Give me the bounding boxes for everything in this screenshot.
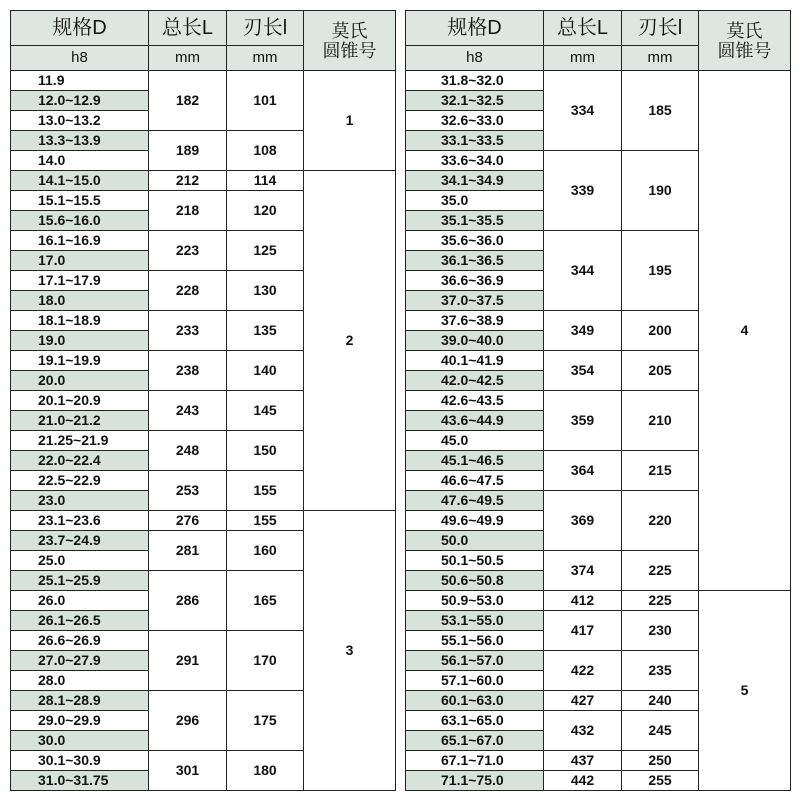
size-cell: 17.0 [11,251,149,271]
spec-table-left [10,10,396,791]
size-cell: 15.6~16.0 [11,211,149,231]
size-cell: 71.1~75.0 [406,771,544,791]
total-length-cell: 291 [149,631,227,691]
size-cell: 40.1~41.9 [406,351,544,371]
morse-taper-cell: 3 [304,511,396,791]
header-spec-tolerance: h8 [406,46,544,71]
size-cell: 36.6~36.9 [406,271,544,291]
header-morse-line2: 圆锥号 [322,40,377,61]
size-cell: 65.1~67.0 [406,731,544,751]
total-length-cell: 301 [149,751,227,791]
total-length-cell: 228 [149,271,227,311]
table-body [406,71,791,791]
size-cell: 37.0~37.5 [406,291,544,311]
size-cell: 35.1~35.5 [406,211,544,231]
size-cell: 18.0 [11,291,149,311]
size-cell: 18.1~18.9 [11,311,149,331]
flute-length-cell: 250 [622,751,699,771]
spec-table-right [405,10,791,791]
morse-taper-cell: 4 [699,71,791,591]
size-cell: 50.9~53.0 [406,591,544,611]
size-cell: 22.5~22.9 [11,471,149,491]
total-length-cell: 243 [149,391,227,431]
flute-length-cell: 245 [622,711,699,751]
flute-length-cell: 215 [622,451,699,491]
table-body [11,71,396,791]
size-cell: 50.0 [406,531,544,551]
size-cell: 14.0 [11,151,149,171]
flute-length-cell: 175 [227,691,304,751]
flute-length-cell: 225 [622,591,699,611]
size-cell: 22.0~22.4 [11,451,149,471]
size-cell: 11.9 [11,71,149,91]
total-length-cell: 417 [544,611,622,651]
header-spec: 规格D [11,11,149,46]
flute-length-cell: 200 [622,311,699,351]
total-length-cell: 253 [149,471,227,511]
size-cell: 47.6~49.5 [406,491,544,511]
total-length-cell: 218 [149,191,227,231]
size-cell: 13.3~13.9 [11,131,149,151]
size-cell: 34.1~34.9 [406,171,544,191]
total-length-cell: 422 [544,651,622,691]
size-cell: 49.6~49.9 [406,511,544,531]
header-total-length-unit: mm [149,46,227,71]
size-cell: 14.1~15.0 [11,171,149,191]
total-length-cell: 223 [149,231,227,271]
total-length-cell: 238 [149,351,227,391]
size-cell: 67.1~71.0 [406,751,544,771]
total-length-cell: 412 [544,591,622,611]
total-length-cell: 296 [149,691,227,751]
flute-length-cell: 114 [227,171,304,191]
header-morse-line1: 莫氏 [726,20,763,41]
total-length-cell: 233 [149,311,227,351]
flute-length-cell: 145 [227,391,304,431]
flute-length-cell: 120 [227,191,304,231]
header-total-length: 总长L [149,11,227,46]
size-cell: 45.0 [406,431,544,451]
size-cell: 39.0~40.0 [406,331,544,351]
total-length-cell: 344 [544,231,622,311]
size-cell: 23.1~23.6 [11,511,149,531]
size-cell: 25.0 [11,551,149,571]
size-cell: 16.1~16.9 [11,231,149,251]
size-cell: 50.6~50.8 [406,571,544,591]
size-cell: 26.0 [11,591,149,611]
header-total-length: 总长L [544,11,622,46]
flute-length-cell: 150 [227,431,304,471]
size-cell: 56.1~57.0 [406,651,544,671]
size-cell: 45.1~46.5 [406,451,544,471]
morse-taper-cell: 2 [304,171,396,511]
size-cell: 15.1~15.5 [11,191,149,211]
size-cell: 35.0 [406,191,544,211]
size-cell: 30.0 [11,731,149,751]
table-row [11,511,396,531]
size-cell: 37.6~38.9 [406,311,544,331]
size-cell: 26.1~26.5 [11,611,149,631]
total-length-cell: 432 [544,711,622,751]
flute-length-cell: 125 [227,231,304,271]
size-cell: 12.0~12.9 [11,91,149,111]
flute-length-cell: 235 [622,651,699,691]
total-length-cell: 349 [544,311,622,351]
header-spec: 规格D [406,11,544,46]
flute-length-cell: 255 [622,771,699,791]
header-flute-length-unit: mm [622,46,699,71]
flute-length-cell: 225 [622,551,699,591]
total-length-cell: 339 [544,151,622,231]
total-length-cell: 354 [544,351,622,391]
morse-taper-cell: 5 [699,591,791,791]
total-length-cell: 374 [544,551,622,591]
size-cell: 28.1~28.9 [11,691,149,711]
header-flute-length: 刃长l [227,11,304,46]
total-length-cell: 182 [149,71,227,131]
size-cell: 33.6~34.0 [406,151,544,171]
table-header [406,11,791,71]
flute-length-cell: 160 [227,531,304,571]
total-length-cell: 364 [544,451,622,491]
size-cell: 19.1~19.9 [11,351,149,371]
flute-length-cell: 240 [622,691,699,711]
total-length-cell: 427 [544,691,622,711]
header-flute-length: 刃长l [622,11,699,46]
table-header [11,11,396,71]
size-cell: 31.8~32.0 [406,71,544,91]
size-cell: 13.0~13.2 [11,111,149,131]
total-length-cell: 212 [149,171,227,191]
size-cell: 33.1~33.5 [406,131,544,151]
flute-length-cell: 140 [227,351,304,391]
total-length-cell: 437 [544,751,622,771]
size-cell: 23.7~24.9 [11,531,149,551]
total-length-cell: 189 [149,131,227,171]
total-length-cell: 369 [544,491,622,551]
flute-length-cell: 130 [227,271,304,311]
size-cell: 28.0 [11,671,149,691]
size-cell: 17.1~17.9 [11,271,149,291]
total-length-cell: 442 [544,771,622,791]
header-morse-taper [304,11,396,71]
size-cell: 60.1~63.0 [406,691,544,711]
flute-length-cell: 210 [622,391,699,451]
flute-length-cell: 190 [622,151,699,231]
table-row [11,171,396,191]
size-cell: 27.0~27.9 [11,651,149,671]
total-length-cell: 286 [149,571,227,631]
flute-length-cell: 101 [227,71,304,131]
size-cell: 19.0 [11,331,149,351]
flute-length-cell: 135 [227,311,304,351]
size-cell: 46.6~47.5 [406,471,544,491]
header-morse-line2: 圆锥号 [717,40,772,61]
flute-length-cell: 180 [227,751,304,791]
flute-length-cell: 185 [622,71,699,151]
size-cell: 36.1~36.5 [406,251,544,271]
size-cell: 63.1~65.0 [406,711,544,731]
size-cell: 32.1~32.5 [406,91,544,111]
flute-length-cell: 230 [622,611,699,651]
size-cell: 31.0~31.75 [11,771,149,791]
header-flute-length-unit: mm [227,46,304,71]
header-row-main [11,11,396,46]
size-cell: 29.0~29.9 [11,711,149,731]
size-cell: 21.0~21.2 [11,411,149,431]
size-cell: 43.6~44.9 [406,411,544,431]
size-cell: 30.1~30.9 [11,751,149,771]
flute-length-cell: 108 [227,131,304,171]
flute-length-cell: 155 [227,471,304,511]
flute-length-cell: 220 [622,491,699,551]
total-length-cell: 334 [544,71,622,151]
size-cell: 26.6~26.9 [11,631,149,651]
flute-length-cell: 205 [622,351,699,391]
size-cell: 25.1~25.9 [11,571,149,591]
total-length-cell: 248 [149,431,227,471]
total-length-cell: 276 [149,511,227,531]
table-row [11,71,396,91]
flute-length-cell: 165 [227,571,304,631]
header-spec-tolerance: h8 [11,46,149,71]
total-length-cell: 281 [149,531,227,571]
table-row [406,591,791,611]
size-cell: 42.0~42.5 [406,371,544,391]
size-cell: 53.1~55.0 [406,611,544,631]
size-cell: 21.25~21.9 [11,431,149,451]
size-cell: 20.0 [11,371,149,391]
header-morse-line1: 莫氏 [331,20,368,41]
morse-taper-cell: 1 [304,71,396,171]
size-cell: 35.6~36.0 [406,231,544,251]
header-total-length-unit: mm [544,46,622,71]
flute-length-cell: 170 [227,631,304,691]
header-row-main [406,11,791,46]
size-cell: 50.1~50.5 [406,551,544,571]
header-morse-taper [699,11,791,71]
size-cell: 32.6~33.0 [406,111,544,131]
size-cell: 20.1~20.9 [11,391,149,411]
total-length-cell: 359 [544,391,622,451]
size-cell: 42.6~43.5 [406,391,544,411]
flute-length-cell: 155 [227,511,304,531]
size-cell: 23.0 [11,491,149,511]
table-row [406,71,791,91]
flute-length-cell: 195 [622,231,699,311]
size-cell: 55.1~56.0 [406,631,544,651]
size-cell: 57.1~60.0 [406,671,544,691]
